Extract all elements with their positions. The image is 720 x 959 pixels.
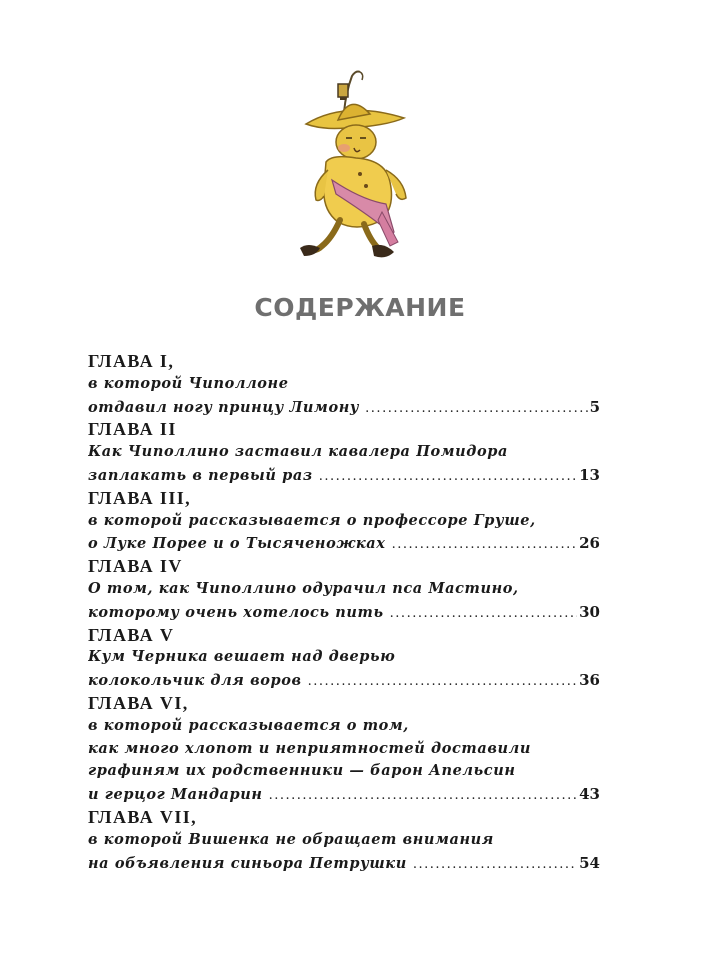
chapter-heading: ГЛАВА V <box>88 624 175 645</box>
page-number: 26 <box>579 534 600 553</box>
chapter-description-last: о Луке Порее и о Тысяченожках <box>88 535 386 553</box>
toc-entry[interactable] <box>88 852 600 875</box>
dot-leader <box>413 854 577 875</box>
chapter-heading: ГЛАВА VI, <box>88 692 189 713</box>
dot-leader <box>365 398 587 419</box>
chapter-description: Кум Черника вешает над дверью <box>88 648 396 666</box>
chapter-description-last: заплакать в первый раз <box>88 466 313 484</box>
chapter-heading: ГЛАВА I, <box>88 351 175 371</box>
chapter-description: О том, как Чиполлино одурачил пса Мастино, <box>88 579 519 597</box>
chapter-description-last: и герцог Мандарин <box>88 786 263 804</box>
chapter-heading: ГЛАВА IV <box>88 556 183 577</box>
chapter-description-last: отдавил ногу принцу Лимону <box>88 398 360 416</box>
dot-leader <box>308 671 578 692</box>
cipollone-illustration <box>286 62 416 270</box>
page-title: СОДЕРЖАНИЕ <box>254 293 466 322</box>
chapter-description: Как Чиполлино заставил кавалера Помидора <box>88 443 508 461</box>
chapter-description: как много хлопот и неприятностей доставили <box>88 739 531 757</box>
toc-entry[interactable] <box>88 396 600 419</box>
chapter-description-last: колокольчик для воров <box>88 672 302 690</box>
page-number: 30 <box>579 602 600 621</box>
chapter-description: в которой Вишенка не обращает внимания <box>88 830 494 848</box>
chapter-description: в которой рассказывается о том, <box>88 716 409 734</box>
toc-entry[interactable] <box>88 783 600 806</box>
table-of-contents <box>88 350 600 874</box>
chapter-heading: ГЛАВА III, <box>88 487 192 508</box>
dot-leader <box>319 466 577 487</box>
chapter-heading: ГЛАВА II <box>88 419 177 440</box>
dot-leader <box>392 534 578 555</box>
page-number: 13 <box>579 465 600 484</box>
toc-entry[interactable] <box>88 464 600 487</box>
toc-entry[interactable] <box>88 669 600 692</box>
page-number: 54 <box>579 853 600 872</box>
page-number: 36 <box>579 671 600 690</box>
dot-leader <box>269 785 578 806</box>
chapter-heading: ГЛАВА VII, <box>88 806 198 827</box>
chapter-description: графиням их родственники — барон Апельсин <box>88 762 516 780</box>
dot-leader <box>390 603 577 624</box>
chapter-description-last: на объявления синьора Петрушки <box>88 854 407 872</box>
toc-entry[interactable] <box>88 601 600 624</box>
chapter-description: в которой рассказывается о профессоре Груше, <box>88 511 536 529</box>
page-number: 5 <box>589 397 600 416</box>
toc-entry[interactable] <box>88 532 600 555</box>
chapter-description: в которой Чиполлоне <box>88 374 289 392</box>
chapter-description-last: которому очень хотелось пить <box>88 603 384 621</box>
page-number: 43 <box>579 785 600 804</box>
